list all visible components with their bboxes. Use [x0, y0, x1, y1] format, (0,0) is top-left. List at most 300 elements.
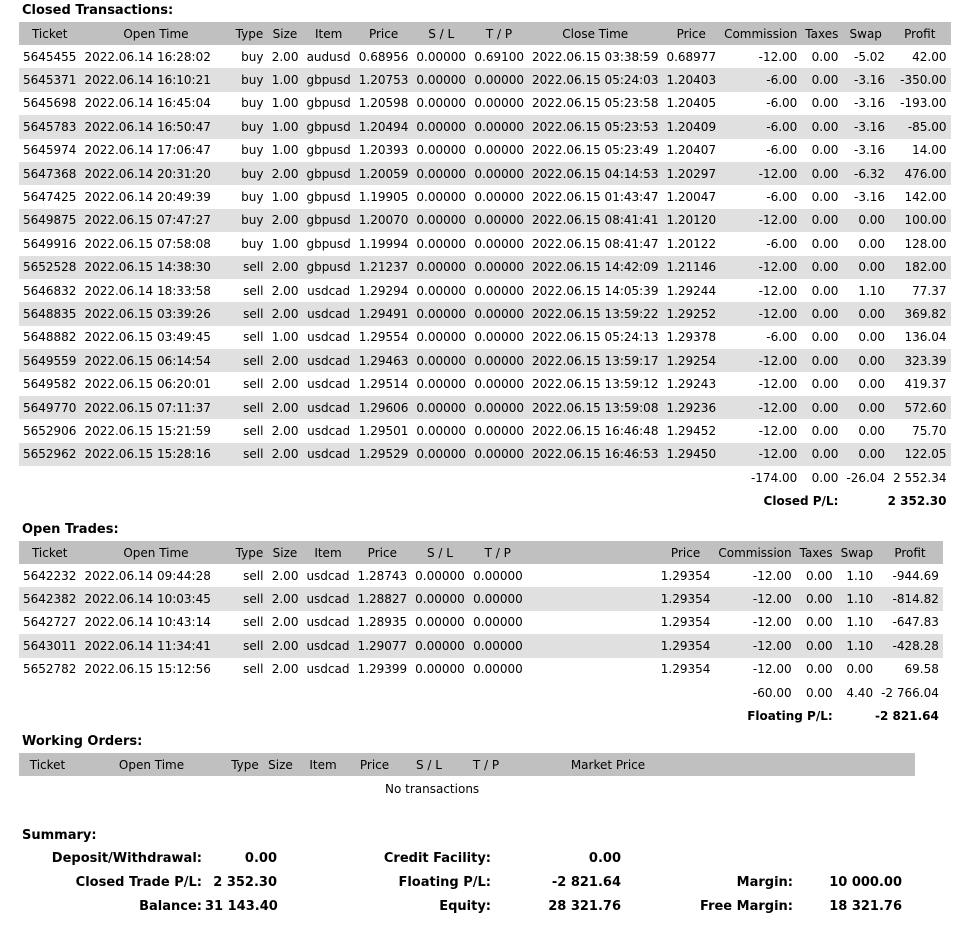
column-header: Price [657, 541, 715, 564]
open-pl-value: -2 821.64 [875, 709, 939, 724]
table-cell: -193.00 [900, 96, 947, 111]
table-cell: 2.00 [267, 302, 302, 325]
table-cell: 1.28743 [357, 568, 408, 583]
table-cell: 0.00000 [412, 115, 470, 138]
table-cell: -12.00 [714, 587, 795, 610]
table-cell: 0.00 [801, 396, 842, 419]
table-cell: 5647368 [19, 162, 80, 185]
table-cell: 0.00000 [415, 568, 465, 583]
table-cell: 5642232 [23, 568, 77, 583]
closed-pl-value: 2 352.30 [887, 494, 947, 509]
table-cell: 1.20120 [662, 209, 720, 232]
table-cell: 0.00000 [412, 443, 470, 466]
table-row [19, 115, 951, 138]
table-cell: usdcad [302, 634, 353, 657]
table-row [19, 564, 943, 587]
total-swap: -26.04 [846, 470, 886, 485]
margin-value: 10 000.00 [829, 875, 902, 890]
table-cell: sell [243, 377, 264, 392]
table-cell: 0.00 [842, 256, 889, 279]
table-cell: 323.39 [889, 349, 950, 372]
table-cell: 0.00000 [470, 256, 528, 279]
table-cell: -12.00 [720, 302, 801, 325]
totals-spacer [19, 466, 720, 489]
table-cell: 0.00000 [470, 68, 528, 91]
table-cell: 128.00 [904, 236, 947, 251]
table-cell: 1.29452 [666, 423, 717, 438]
table-cell: 1.00 [267, 68, 302, 91]
table-cell: -12.00 [720, 209, 801, 232]
equity-value: 28 321.76 [548, 899, 621, 914]
column-header: Price [662, 22, 720, 45]
table-cell: 1.10 [858, 283, 886, 298]
table-cell: 0.00000 [470, 162, 528, 185]
table-cell: 0.00 [858, 423, 886, 438]
table-cell: 2022.06.15 03:38:59 [532, 49, 659, 64]
table-cell: -3.16 [854, 143, 886, 158]
table-cell: 2.00 [271, 615, 299, 630]
table-cell: 0.00000 [412, 349, 470, 372]
table-cell: 0.00000 [412, 256, 470, 279]
table-cell: 2022.06.15 05:24:03 [528, 68, 662, 91]
table-cell: 1.19994 [358, 236, 409, 251]
table-cell: 2022.06.14 16:28:02 [84, 49, 211, 64]
column-header: Item [298, 753, 348, 776]
table-cell: 0.00 [858, 377, 886, 392]
table-cell: 0.00000 [469, 587, 527, 610]
table-cell: 1.29354 [660, 662, 711, 677]
table-cell: usdcad [302, 443, 354, 466]
column-header: Close Time [528, 22, 662, 45]
table-cell: 2022.06.15 13:59:12 [532, 377, 659, 392]
column-header: S / L [411, 541, 469, 564]
table-cell: 2022.06.14 10:43:14 [84, 615, 211, 630]
table-cell: 1.29236 [662, 396, 720, 419]
table-cell: 142.00 [904, 190, 947, 205]
table-row [19, 279, 951, 302]
free-margin-value: 18 321.76 [829, 899, 902, 914]
table-cell: usdcad [306, 568, 350, 583]
table-cell: 1.10 [837, 634, 877, 657]
table-cell: 0.00000 [416, 96, 467, 111]
table-cell: 0.00 [842, 209, 889, 232]
table-cell: -12.00 [720, 162, 801, 185]
table-cell: 0.00 [811, 330, 839, 345]
table-cell: sell [231, 256, 267, 279]
table-cell: 2022.06.15 05:24:13 [532, 330, 659, 345]
table-cell: 1.29294 [358, 283, 409, 298]
table-cell: usdcad [302, 587, 353, 610]
column-header: Item [302, 541, 353, 564]
table-cell: 0.69100 [474, 49, 525, 64]
column-header: Price [348, 753, 401, 776]
table-cell: -6.00 [766, 96, 798, 111]
table-cell: 2022.06.15 14:42:09 [528, 256, 662, 279]
column-header: T / P [470, 22, 528, 45]
table-cell: 0.00000 [470, 115, 528, 138]
table-row [19, 302, 951, 325]
table-cell: 0.00000 [470, 396, 528, 419]
table-cell: 0.00000 [411, 587, 469, 610]
pl-spacer [19, 489, 720, 512]
table-cell: -12.00 [758, 49, 798, 64]
column-header: Taxes [801, 22, 842, 45]
table-cell: 0.00 [811, 377, 839, 392]
table-cell: 5649770 [19, 396, 80, 419]
table-cell: gbpusd [306, 143, 351, 158]
table-cell: 0.00000 [415, 615, 465, 630]
table-cell: 2.00 [267, 162, 302, 185]
column-header: Type [231, 541, 267, 564]
table-row [19, 162, 951, 185]
table-cell: 0.00 [842, 349, 889, 372]
table-cell: 0.00000 [412, 162, 470, 185]
table-cell: -12.00 [752, 568, 792, 583]
totals-row [19, 466, 951, 489]
table-cell: 2022.06.15 05:23:53 [528, 115, 662, 138]
table-cell: 0.00000 [470, 349, 528, 372]
table-cell: 1.29378 [666, 330, 717, 345]
totals-row [19, 681, 943, 704]
table-cell: 572.60 [889, 396, 950, 419]
table-cell: 5645698 [23, 96, 77, 111]
column-header: Ticket [19, 541, 80, 564]
table-cell: usdcad [306, 615, 350, 630]
table-cell: buy [241, 96, 264, 111]
table-cell: 1.20297 [662, 162, 720, 185]
table-cell: 1.20598 [358, 96, 409, 111]
deposit-withdrawal-label: Deposit/Withdrawal: [51, 851, 202, 866]
table-cell: 0.68977 [666, 49, 717, 64]
table-cell: 2022.06.15 06:20:01 [84, 377, 211, 392]
table-row [19, 92, 951, 115]
table-cell: 1.29529 [355, 443, 413, 466]
table-cell: 2022.06.14 17:06:47 [84, 143, 211, 158]
column-header: Market Price [515, 753, 701, 776]
table-cell: sell [243, 568, 264, 583]
closed-transactions-title: Closed Transactions: [22, 3, 174, 18]
column-header: Profit [877, 541, 943, 564]
table-cell: -12.00 [752, 662, 792, 677]
table-cell: 5645455 [23, 49, 77, 64]
table-cell: 1.29554 [358, 330, 409, 345]
column-header: Swap [837, 541, 877, 564]
table-cell: 2022.06.15 14:38:30 [80, 256, 231, 279]
table-cell: 1.10 [846, 615, 874, 630]
table-cell: 2022.06.14 09:44:28 [84, 568, 211, 583]
table-cell: sell [231, 587, 267, 610]
table-cell: -647.83 [892, 615, 939, 630]
table-cell: -6.00 [766, 190, 798, 205]
table-cell: 0.00000 [474, 330, 525, 345]
table-cell: sell [243, 283, 264, 298]
table-cell: 1.19905 [358, 190, 409, 205]
table-cell: 0.00000 [474, 423, 525, 438]
table-row [19, 372, 951, 395]
table-cell: 0.00000 [416, 377, 467, 392]
table-cell: 1.00 [271, 190, 299, 205]
table-cell: gbpusd [302, 162, 354, 185]
table-cell: 0.00 [805, 662, 833, 677]
table-cell: 2.00 [271, 662, 299, 677]
closed-body [19, 45, 951, 513]
table-cell: 5645783 [19, 115, 80, 138]
table-cell: 1.29244 [666, 283, 717, 298]
table-cell: 2022.06.15 08:41:47 [532, 236, 659, 251]
table-row [19, 209, 951, 232]
table-cell: 2.00 [267, 349, 302, 372]
table-cell: 0.00000 [474, 236, 525, 251]
table-cell: 1.10 [846, 568, 874, 583]
table-cell: 0.00 [805, 615, 833, 630]
table-cell: 0.00 [846, 662, 874, 677]
table-cell: buy [231, 209, 267, 232]
table-cell: 2.00 [271, 283, 299, 298]
table-cell: 0.00000 [412, 209, 470, 232]
table-cell: 0.00 [801, 302, 842, 325]
table-row [19, 185, 951, 208]
column-header: Type [227, 753, 263, 776]
table-cell: 0.00000 [412, 302, 470, 325]
table-cell: 0.00000 [469, 634, 527, 657]
table-cell: sell [231, 302, 267, 325]
table-cell: 1.20047 [666, 190, 717, 205]
table-cell: 2022.06.14 16:10:21 [80, 68, 231, 91]
column-header: Ticket [19, 753, 76, 776]
table-cell: 0.00 [858, 330, 886, 345]
table-cell: buy [241, 49, 264, 64]
table-cell: 0.00 [796, 587, 837, 610]
table-cell: sell [243, 662, 264, 677]
table-cell: 0.00000 [473, 568, 523, 583]
table-cell: 2022.06.15 13:59:17 [528, 349, 662, 372]
table-cell: 2022.06.14 18:33:58 [84, 283, 211, 298]
table-row [19, 658, 943, 681]
table-cell: 2022.06.15 16:46:53 [528, 443, 662, 466]
table-cell: buy [241, 143, 264, 158]
table-row [19, 326, 951, 349]
column-header: Commission [714, 541, 795, 564]
closed-header-row [19, 22, 951, 45]
table-cell: 0.00000 [473, 662, 523, 677]
table-row [19, 443, 951, 466]
credit-facility-value: 0.00 [588, 851, 621, 866]
table-cell: 1.20403 [662, 68, 720, 91]
table-cell: 1.29463 [355, 349, 413, 372]
column-header: Price [354, 541, 412, 564]
deposit-withdrawal-value: 0.00 [244, 851, 277, 866]
column-header: Type [231, 22, 267, 45]
table-cell: sell [243, 330, 264, 345]
table-cell: 2022.06.15 05:23:49 [532, 143, 659, 158]
table-cell: 0.00 [811, 283, 839, 298]
table-cell: 2022.06.14 16:50:47 [80, 115, 231, 138]
table-cell: 1.00 [267, 115, 302, 138]
table-cell: 0.00000 [412, 68, 470, 91]
table-cell: 369.82 [889, 302, 950, 325]
table-cell: 419.37 [904, 377, 947, 392]
column-header: Price [355, 22, 413, 45]
table-cell: buy [241, 190, 264, 205]
table-cell: -12.00 [720, 443, 801, 466]
table-cell: 5645974 [23, 143, 77, 158]
table-cell: 1.29501 [358, 423, 409, 438]
table-cell: 5652782 [23, 662, 77, 677]
table-cell: 2022.06.14 20:31:20 [80, 162, 231, 185]
table-cell: gbpusd [306, 96, 351, 111]
table-cell: gbpusd [306, 190, 351, 205]
table-cell: 42.00 [912, 49, 947, 64]
table-cell: 1.10 [837, 587, 877, 610]
total-profit: 2 552.34 [893, 470, 947, 485]
summary-title: Summary: [22, 828, 97, 843]
working-orders-title: Working Orders: [22, 734, 143, 749]
table-cell: 0.00000 [416, 330, 467, 345]
table-cell: usdcad [307, 423, 351, 438]
working-header-row [19, 753, 915, 776]
column-header: T / P [457, 753, 515, 776]
table-cell: 5652906 [23, 423, 77, 438]
table-cell: 182.00 [889, 256, 950, 279]
table-cell: 2022.06.15 05:23:58 [532, 96, 659, 111]
table-row [19, 396, 951, 419]
table-cell: 476.00 [889, 162, 950, 185]
column-header: Open Time [76, 753, 227, 776]
table-cell: 5652528 [19, 256, 80, 279]
table-cell: -3.16 [854, 96, 886, 111]
table-cell: sell [231, 634, 267, 657]
table-cell: 136.04 [904, 330, 947, 345]
table-cell: usdcad [307, 330, 351, 345]
table-cell: 2022.06.15 15:12:56 [84, 662, 211, 677]
table-cell: 1.21237 [355, 256, 413, 279]
table-cell: 0.00 [801, 349, 842, 372]
table-cell: 0.00 [801, 115, 842, 138]
working-empty-row [19, 776, 915, 802]
open-pl-label: Floating P/L: [747, 709, 833, 724]
table-cell: 0.00 [801, 256, 842, 279]
table-cell: usdcad [307, 283, 351, 298]
table-cell: audusd [306, 49, 351, 64]
table-cell: 2.00 [267, 587, 302, 610]
table-cell: usdcad [302, 396, 354, 419]
table-cell: 5649582 [23, 377, 77, 392]
table-cell: sell [231, 396, 267, 419]
table-cell: 1.20753 [355, 68, 413, 91]
table-cell: 0.00000 [474, 190, 525, 205]
table-cell: 0.00000 [470, 209, 528, 232]
table-cell: -6.00 [766, 330, 798, 345]
table-cell: 0.00 [801, 68, 842, 91]
table-cell: 2022.06.15 13:59:22 [528, 302, 662, 325]
table-cell: -6.00 [766, 143, 798, 158]
table-cell: 2022.06.14 11:34:41 [80, 634, 231, 657]
table-cell: 1.21146 [662, 256, 720, 279]
credit-facility-label: Credit Facility: [383, 851, 491, 866]
table-cell: gbpusd [306, 236, 351, 251]
table-cell: 2022.06.15 01:43:47 [532, 190, 659, 205]
total-swap: 4.40 [846, 685, 874, 700]
table-cell: 0.00000 [412, 396, 470, 419]
table-cell: 2022.06.15 03:39:26 [80, 302, 231, 325]
table-cell: gbpusd [302, 209, 354, 232]
column-header: Swap [842, 22, 889, 45]
open-trades-title: Open Trades: [22, 522, 119, 537]
table-row [19, 587, 943, 610]
table-cell: 2022.06.15 03:49:45 [84, 330, 211, 345]
open-trades-table [19, 541, 943, 728]
table-cell: 0.00000 [474, 283, 525, 298]
table-cell: 0.00 [801, 162, 842, 185]
column-header: Ticket [19, 22, 80, 45]
table-cell: sell [231, 443, 267, 466]
table-cell: 1.20122 [666, 236, 717, 251]
table-cell: 2022.06.15 07:47:27 [80, 209, 231, 232]
table-cell: -12.00 [714, 634, 795, 657]
table-cell: -3.16 [842, 115, 889, 138]
table-cell: 0.00000 [416, 49, 467, 64]
table-cell: 0.00 [811, 190, 839, 205]
table-cell: buy [231, 68, 267, 91]
table-cell: 5648835 [19, 302, 80, 325]
table-cell: 0.68956 [358, 49, 409, 64]
table-cell: -944.69 [892, 568, 939, 583]
table-cell: 1.29606 [355, 396, 413, 419]
table-cell: -428.28 [877, 634, 943, 657]
table-cell: 0.00000 [474, 377, 525, 392]
table-cell: 2022.06.15 06:14:54 [80, 349, 231, 372]
table-cell: 1.00 [271, 236, 299, 251]
total-commission: -174.00 [750, 470, 798, 485]
table-cell: 5648882 [23, 330, 77, 345]
table-cell: 0.00 [858, 236, 886, 251]
table-row [19, 139, 951, 162]
table-cell: buy [231, 115, 267, 138]
table-row [19, 45, 951, 68]
table-cell [527, 587, 657, 610]
table-cell: 0.00000 [470, 443, 528, 466]
closed-trade-pl-label: Closed Trade P/L: [75, 875, 202, 890]
table-cell: -6.00 [766, 236, 798, 251]
table-cell: -6.00 [720, 115, 801, 138]
table-cell: 5642382 [19, 587, 80, 610]
table-cell: -3.16 [842, 68, 889, 91]
table-cell: 5646832 [23, 283, 77, 298]
table-cell: 77.37 [912, 283, 947, 298]
balance-value: 31 143.40 [205, 899, 278, 914]
table-cell: 0.00000 [474, 96, 525, 111]
table-cell: 2022.06.15 14:05:39 [532, 283, 659, 298]
closed-trade-pl-value: 2 352.30 [213, 875, 277, 890]
table-row [19, 634, 943, 657]
table-cell: 0.00 [842, 302, 889, 325]
working-orders-table [19, 753, 915, 802]
closed-pl-label: Closed P/L: [763, 494, 839, 509]
table-cell: -12.00 [720, 256, 801, 279]
table-cell [527, 658, 657, 681]
table-cell: 100.00 [889, 209, 950, 232]
table-cell: 2022.06.15 13:59:08 [528, 396, 662, 419]
table-cell: 5645371 [19, 68, 80, 91]
table-cell: 0.00000 [416, 236, 467, 251]
table-cell: 2.00 [271, 423, 299, 438]
table-row [19, 232, 951, 255]
table-cell: 0.00000 [416, 143, 467, 158]
open-body [19, 564, 943, 728]
table-cell: 0.00 [842, 396, 889, 419]
table-row [19, 68, 951, 91]
table-cell: 1.20393 [358, 143, 409, 158]
